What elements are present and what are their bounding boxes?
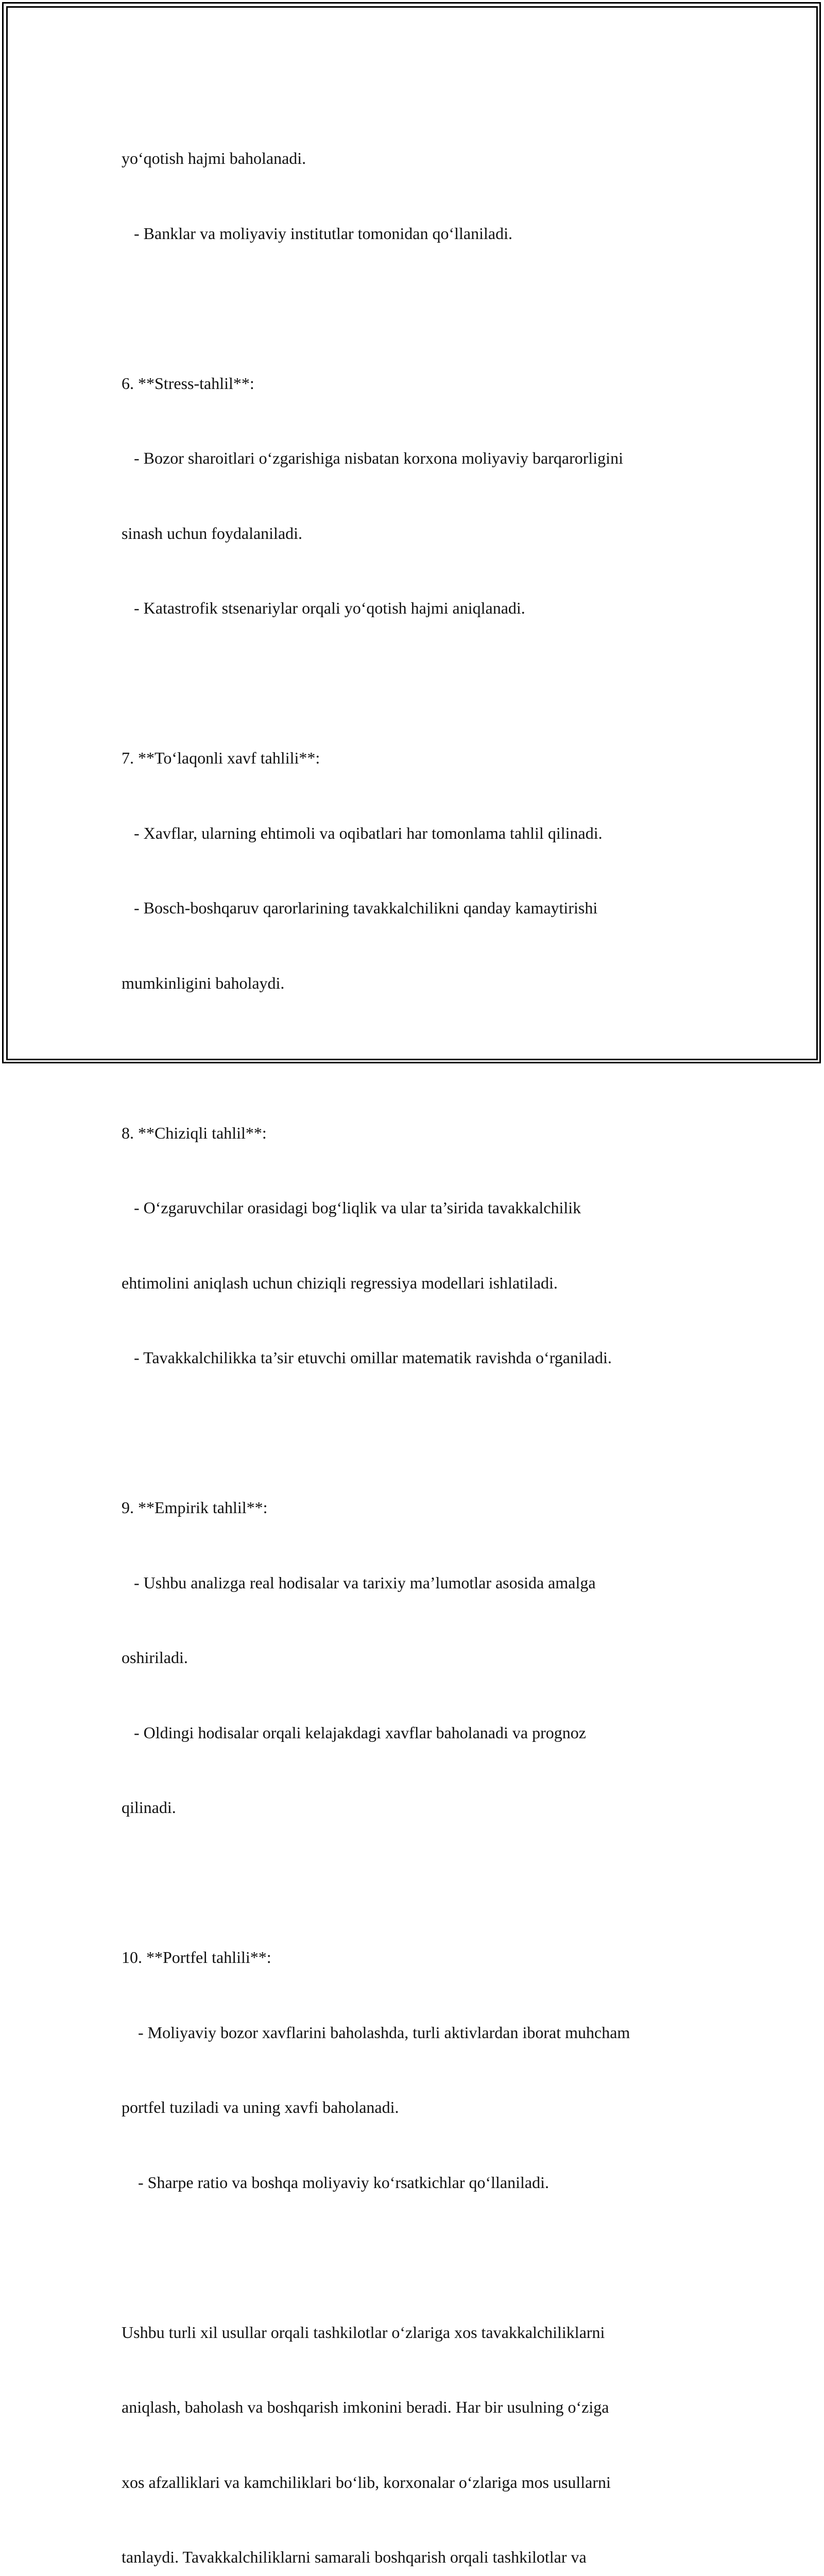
- section-heading: 6. **Stress-tahlil**:: [122, 374, 254, 393]
- blank-line: [122, 1420, 714, 1446]
- text-line: - Xavflar, ularning ehtimoli va oqibatlari har tomonlama tahlil qilinadi.: [122, 823, 603, 842]
- text-line: - Ushbu analizga real hodisalar va tarixiy ma’lumotlar asosida amalga: [122, 1573, 596, 1592]
- text-line: - Katastrofik stsenariylar orqali yo‘qotish hajmi aniqlanadi.: [122, 599, 525, 617]
- text-line: ehtimolini aniqlash uchun chiziqli regressiya modellari ishlatiladi.: [122, 1273, 558, 1292]
- section-heading: 8. **Chiziqli tahlil**:: [122, 1123, 267, 1142]
- text-line: sinash uchun foydalaniladi.: [122, 523, 303, 543]
- section-heading: 7. **To‘laqonli xavf tahlili**:: [122, 749, 320, 767]
- blank-line: [122, 2245, 714, 2270]
- text-line: - Banklar va moliyaviy institutlar tomonidan qo‘llaniladi.: [122, 224, 512, 243]
- document-body: [122, 96, 714, 2576]
- text-line: - O‘zgaruvchilar orasidagi bog‘liqlik va ular ta’sirida tavakkalchilik: [122, 1198, 581, 1217]
- text-line: - Bosch-boshqaruv qarorlarining tavakkalchilikni qanday kamaytirishi: [122, 899, 598, 917]
- section-heading: 9. **Empirik tahlil**:: [122, 1498, 268, 1517]
- blank-line: [122, 1870, 714, 1895]
- text-line: - Tavakkalchilikka ta’sir etuvchi omillar matematik ravishda o‘rganiladi.: [122, 1348, 612, 1367]
- text-line: - Sharpe ratio va boshqa moliyaviy ko‘rsatkichlar qo‘llaniladi.: [122, 2173, 549, 2192]
- text-line: portfel tuziladi va uning xavfi baholanadi.: [122, 2098, 399, 2116]
- text-line: - Bozor sharoitlari o‘zgarishiga nisbatan korxona moliyaviy barqarorligini: [122, 449, 623, 467]
- paragraph-line: aniqlash, baholash va boshqarish imkonini beradi. Har bir usulning o‘ziga: [122, 2398, 609, 2416]
- paragraph-line: xos afzalliklari va kamchiliklari bo‘lib, korxonalar o‘zlariga mos usullarni: [122, 2472, 611, 2492]
- text-line: qilinadi.: [122, 1798, 176, 1817]
- text-line: yo‘qotish hajmi baholanadi.: [122, 149, 306, 167]
- paragraph-line: tanlaydi. Tavakkalchiliklarni samarali boshqarish orqali tashkilotlar va: [122, 2548, 587, 2566]
- text-line: - Moliyaviy bozor xavflarini baholashda, turli aktivlardan iborat muhcham: [122, 2023, 630, 2042]
- blank-line: [122, 296, 714, 321]
- paragraph-line: Ushbu turli xil usullar orqali tashkilotlar o‘zlariga xos tavakkalchiliklarni: [122, 2323, 605, 2342]
- blank-line: [122, 1045, 714, 1071]
- text-line: mumkinligini baholaydi.: [122, 973, 285, 992]
- section-heading: 10. **Portfel tahlili**:: [122, 1948, 271, 1967]
- blank-line: [122, 671, 714, 696]
- text-line: - Oldingi hodisalar orqali kelajakdagi xavflar baholanadi va prognoz: [122, 1723, 586, 1742]
- text-line: oshiriladi.: [122, 1648, 188, 1667]
